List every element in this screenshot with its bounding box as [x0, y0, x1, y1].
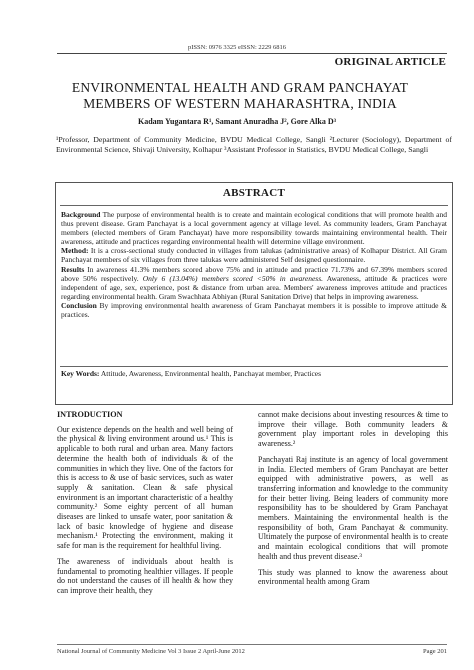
title-line-1: ENVIRONMENTAL HEALTH AND GRAM PANCHAYAT — [71, 80, 409, 95]
author-list: Kadam Yugantara R¹, Samant Anuradha J², Gore Alka D³ — [137, 117, 337, 126]
left-column — [57, 410, 233, 602]
right-paragraph-2: Panchayati Raj institute is an agency of local government in India. Elected members of Gram Panchayat are better equipped with administrative powers, as well as transferring information and knowledge to the community for their better living. Being leaders of community more responsibility has to be shouldered by Gram Panchayat members. Maintaining the environmental health is the responsibility of both, Gram Panchayat & community. Ultimately the purpose of environmental health is to create and maintain ecological conditions that will promote health and thus prevent disease.³ — [258, 454, 448, 561]
right-paragraph-3: This study was planned to know the awareness about environmental health among Gram — [258, 567, 448, 587]
keywords-divider — [60, 366, 448, 367]
section-heading-introduction: INTRODUCTION — [57, 410, 123, 419]
abstract-body — [61, 210, 447, 319]
intro-paragraph-1: Our existence depends on the health and well being of the physical & living environment around us.¹ This is applicable to both rural and urban area. Many factors determine the health both of individuals & of the communities in which they live. One of the factors for this is access to & use of basic services, such as water supply & sanitation. Clean & safe physical environment is an important characteristic of a healthy community.² Some eighty percent of all human diseases are linked to unsafe water, poor sanitation & lack of basic knowledge of hygiene and disease mechanism.¹ Protecting the environment, making it safe for man is the requirement for healthful living. — [57, 424, 233, 551]
footer-divider — [57, 644, 447, 645]
abstract-method: Method: It is a cross-sectional study conducted in villages from talukas (administrative areas) of Kolhapur District. All Gram Panchayat members of six villages from three talukas were administered Self designed questionnaire. — [61, 246, 447, 265]
footer-journal: National Journal of Community Medicine Vol 3 Issue 2 April-June 2012 — [57, 648, 245, 655]
abstract-heading: ABSTRACT — [222, 187, 286, 199]
paper-title — [40, 80, 440, 112]
affiliations: ¹Professor, Department of Community Medicine, BVDU Medical College, Sangli ²Lecturer (Sociology), Department of Environmental Science, Shivaji University, Kolhapur ³Assistant Professor in Statistics, BVDU Medical College, Sangli — [56, 135, 452, 155]
right-paragraph-1: cannot make decisions about investing resources & time to improve their village. Both community leaders & government play important roles in developing this awareness.² — [258, 410, 448, 449]
abstract-conclusion: Conclusion By improving environmental health awareness of Gram Panchayat members it is possible to improve attitude & practices. — [61, 300, 447, 320]
footer-page-number: Page 201 — [422, 648, 447, 655]
keywords: Key Words: Attitude, Awareness, Environmental health, Panchayat member, Practices — [61, 369, 322, 378]
abstract-divider — [60, 205, 448, 206]
intro-paragraph-2: The awareness of individuals about health is fundamental to promoting healthier villages. If people do not understand the causes of ill health & how they can improve their health, they — [57, 556, 233, 595]
abstract-results: Results In awareness 41.3% members scored above 75% and in attitude and practice 71.73% and 67.39% members scored above 50% respectively. Only 6 (13.04%) members scored <50% in awareness. Awareness, attitude & practices were independent of age, sex, experience, post & distance from urban area. Members' awareness improves attitude and practices regarding environmental health. Gram Swachhata Abhiyan (Rural Sanitation Drive) that helps in improving awareness. — [61, 264, 447, 301]
right-column — [258, 410, 448, 593]
article-type-label: ORIGINAL ARTICLE — [334, 56, 446, 68]
title-line-2: MEMBERS OF WESTERN MAHARASHTRA, INDIA — [83, 96, 397, 111]
header-divider — [57, 53, 447, 54]
issn-line: pISSN: 0976 3325 eISSN: 2229 6816 — [187, 44, 287, 51]
abstract-background: Background The purpose of environmental health is to create and maintain ecological conditions that will promote health and thus prevent disease. Gram Panchayat is a local government agency at village level. As community leaders, Gram Panchayat members (elected members of Gram Panchayat) have more responsibility towards maintaining environmental health. Their awareness, attitude and practices regarding environmental health will determine village environment. — [61, 210, 447, 247]
